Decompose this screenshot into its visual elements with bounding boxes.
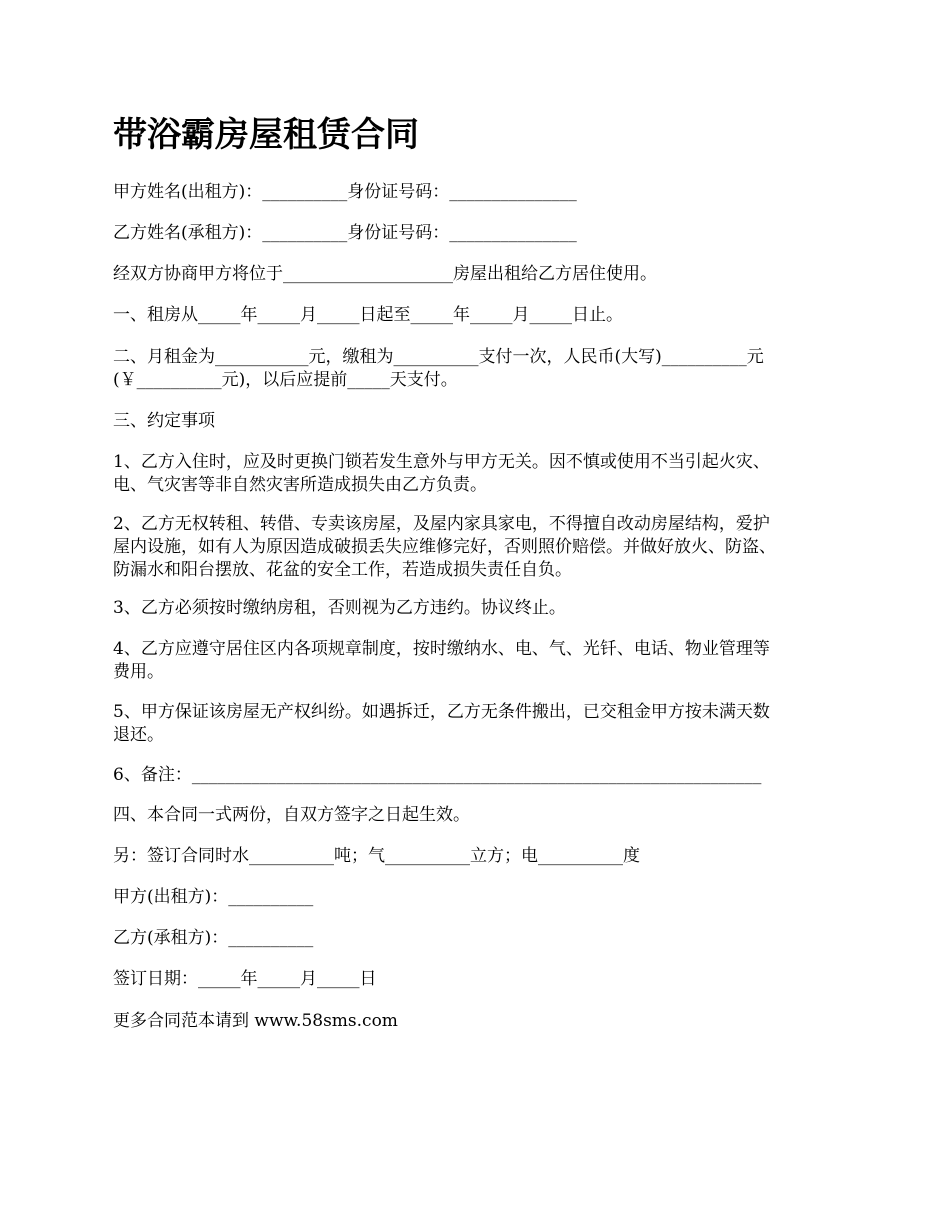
clause-2-rent-line-1: 二、月租金为___________元，缴租为__________支付一次，人民币(大写)__________元 bbox=[113, 347, 764, 367]
clause-2-rent-line-2: (￥__________元)，以后应提前_____天支付。 bbox=[113, 370, 458, 390]
footer-more-templates: 更多合同范本请到 www.58sms.com bbox=[113, 1011, 398, 1031]
item-6-remarks-line: 6、备注：___________________________________________________________________ bbox=[113, 765, 762, 785]
clause-4-effective: 四、本合同一式两份，自双方签字之日起生效。 bbox=[113, 805, 470, 825]
party-a-line: 甲方姓名(出租方)：__________身份证号码：_______________ bbox=[113, 182, 577, 202]
item-5-line-2: 退还。 bbox=[113, 725, 164, 745]
item-4-line-1: 4、乙方应遵守居住区内各项规章制度，按时缴纳水、电、气、光钎、电话、物业管理等 bbox=[113, 639, 770, 659]
party-b-signature-line: 乙方(承租方)：__________ bbox=[113, 928, 314, 948]
item-2-line-1: 2、乙方无权转租、转借、专卖该房屋，及屋内家具家电，不得擅自改动房屋结构，爱护 bbox=[113, 514, 770, 534]
item-2-line-3: 防漏水和阳台摆放、花盆的安全工作，若造成损失责任自负。 bbox=[113, 560, 572, 580]
utilities-readings-line: 另：签订合同时水__________吨；气__________立方；电__________度 bbox=[113, 846, 640, 866]
property-location-line: 经双方协商甲方将位于____________________房屋出租给乙方居住使用。 bbox=[113, 264, 657, 284]
clause-3-heading: 三、约定事项 bbox=[113, 411, 215, 431]
clause-1-term: 一、租房从_____年_____月_____日起至_____年_____月_____日止。 bbox=[113, 305, 623, 325]
party-b-line: 乙方姓名(承租方)：__________身份证号码：_______________ bbox=[113, 223, 577, 243]
signing-date-line: 签订日期：_____年_____月_____日 bbox=[113, 969, 377, 989]
item-5-line-1: 5、甲方保证该房屋无产权纠纷。如遇拆迁，乙方无条件搬出，已交租金甲方按未满天数 bbox=[113, 702, 770, 722]
item-3-line: 3、乙方必须按时缴纳房租，否则视为乙方违约。协议终止。 bbox=[113, 598, 566, 618]
item-1-line-1: 1、乙方入住时，应及时更换门锁若发生意外与甲方无关。因不慎或使用不当引起火灾、 bbox=[113, 452, 770, 472]
item-2-line-2: 屋内设施，如有人为原因造成破损丢失应维修完好，否则照价赔偿。并做好放火、防盗、 bbox=[113, 537, 776, 557]
document-title: 带浴霸房屋租赁合同 bbox=[113, 115, 419, 155]
item-4-line-2: 费用。 bbox=[113, 662, 164, 682]
item-1-line-2: 电、气灾害等非自然灾害所造成损失由乙方负责。 bbox=[113, 475, 487, 495]
party-a-signature-line: 甲方(出租方)：__________ bbox=[113, 887, 314, 907]
